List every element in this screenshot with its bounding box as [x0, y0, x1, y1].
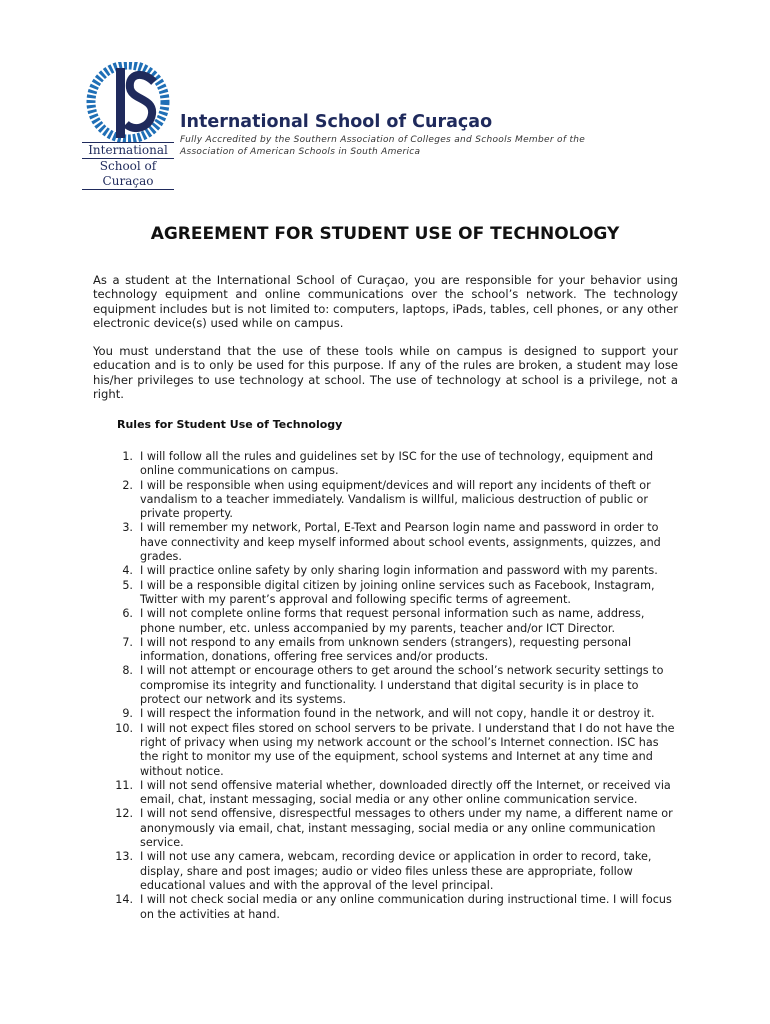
- rule-number: 14.: [115, 893, 133, 907]
- rule-item: [109, 722, 679, 779]
- rule-text: I will not expect files stored on school servers to be private. I understand that I do not have the right of privacy when using my network account or the school’s Internet connection. ISC has the right to monitor my use of the equipment, school systems and Internet at any time and without notice.: [140, 721, 675, 778]
- rule-text: I will not attempt or encourage others to get around the school’s network security settings to compromise its integrity and functionality. I understand that digital security is in place to protect our network and its systems.: [140, 664, 664, 707]
- rule-number: 5.: [122, 578, 133, 592]
- logo-line: Curaçao: [82, 174, 174, 190]
- logo-text: [82, 142, 174, 190]
- school-logo-emblem: [82, 62, 174, 142]
- document-title: AGREEMENT FOR STUDENT USE OF TECHNOLOGY: [150, 224, 620, 244]
- rule-number: 10.: [115, 721, 133, 735]
- rule-number: 4.: [122, 564, 133, 578]
- rule-number: 9.: [122, 707, 133, 721]
- rule-number: 8.: [122, 664, 133, 678]
- rule-item: [109, 779, 679, 808]
- rule-number: 11.: [115, 778, 133, 792]
- rule-text: I will not check social media or any online communication during instructional time. I will focus on the activities at hand.: [140, 893, 672, 921]
- accreditation-text: Fully Accredited by the Southern Association of Colleges and Schools Member of the Association of American Schools in South America: [180, 135, 586, 157]
- purpose-paragraph: You must understand that the use of these tools while on campus is designed to support your education and is to only be used for this purpose. If any of the rules are broken, a student may lose his/her privileges to use technology at school. The use of technology at school is a privilege, not a right.: [93, 344, 678, 401]
- rule-text: I will not complete online forms that request personal information such as name, address, phone number, etc. unless accompanied by my parents, teacher and/or ICT Director.: [140, 607, 645, 635]
- rule-number: 13.: [115, 850, 133, 864]
- rule-text: I will not use any camera, webcam, recording device or application in order to record, take, display, share and post images; audio or video files unless these are appropriate, follow educational values and with the approval of the level principal.: [140, 850, 652, 892]
- rule-item: [109, 564, 679, 578]
- rule-item: [109, 450, 679, 479]
- rule-number: 3.: [122, 521, 133, 535]
- rule-number: 7.: [122, 635, 133, 649]
- rule-item: [109, 850, 679, 893]
- rule-item: [109, 893, 679, 922]
- rule-number: 12.: [115, 807, 133, 821]
- rule-number: 6.: [122, 607, 133, 621]
- intro-paragraph: As a student at the International School of Curaçao, you are responsible for your behavior using technology equipment and online communications over the school’s network. The technology equipment includes but is not limited to: computers, laptops, iPads, tables, cell phones, or any other electronic device(s) used while on campus.: [93, 273, 678, 330]
- rule-number: 2.: [122, 478, 133, 492]
- school-logo: [82, 62, 174, 194]
- rule-text: I will follow all the rules and guidelines set by ISC for the use of technology, equipment and online communications on campus.: [140, 450, 654, 478]
- rule-item: [109, 579, 679, 608]
- rule-text: I will not send offensive material whether, downloaded directly off the Internet, or received via email, chat, instant messaging, social media or any other online communication service.: [140, 778, 671, 807]
- rule-item: [109, 707, 679, 721]
- rule-text: I will practice online safety by only sharing login information and password with my parents.: [140, 564, 658, 578]
- rule-text: I will be a responsible digital citizen by joining online services such as Facebook, Instagram, Twitter with my parent’s approval and following specific terms of agreement.: [140, 578, 655, 606]
- rule-text: I will respect the information found in the network, and will not copy, handle it or destroy it.: [140, 707, 655, 721]
- logo-line: School of: [99, 159, 157, 173]
- rule-text: I will not send offensive, disrespectful messages to others under my name, a different name or anonymously via email, chat, instant messaging, social media or any online communication service.: [140, 807, 673, 850]
- rule-number: 1.: [122, 450, 133, 463]
- rules-heading: Rules for Student Use of Technology: [117, 418, 343, 431]
- rule-text: I will not respond to any emails from unknown senders (strangers), requesting personal information, donations, offering free services and/or products.: [140, 635, 632, 664]
- school-name: International School of Curaçao: [180, 112, 493, 132]
- logo-line: International: [82, 142, 174, 159]
- rules-list: [109, 450, 679, 922]
- rule-text: I will remember my network, Portal, E-Text and Pearson login name and password in order to have connectivity and keep myself informed about school events, assignments, quizzes, and grades.: [140, 521, 661, 564]
- rule-item: [109, 807, 679, 850]
- rule-item: [109, 607, 679, 636]
- rule-text: I will be responsible when using equipment/devices and will report any incidents of theft or vandalism to a teacher immediately. Vandalism is willful, malicious destruction of public or private property.: [140, 478, 651, 521]
- rule-item: [109, 479, 679, 522]
- rule-item: [109, 521, 679, 564]
- rule-item: [109, 636, 679, 665]
- rule-item: [109, 664, 679, 707]
